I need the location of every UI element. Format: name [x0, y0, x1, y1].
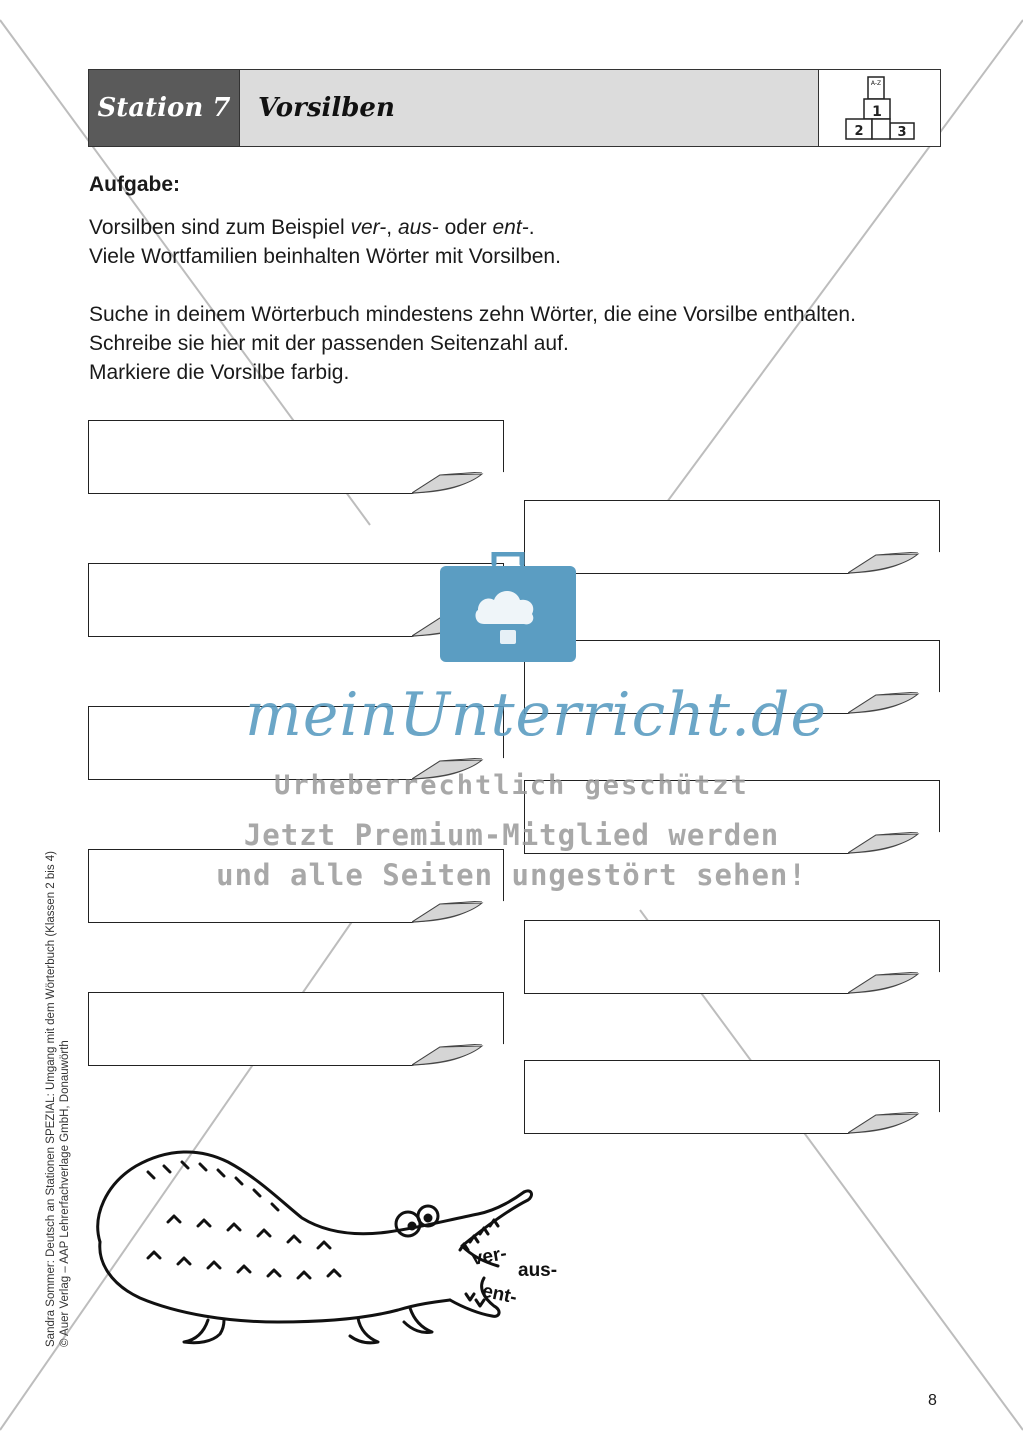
task-heading: Aufgabe:: [89, 173, 180, 196]
answer-box[interactable]: [88, 420, 504, 494]
page-curl-icon: [412, 901, 504, 923]
page-curl-icon: [848, 692, 940, 714]
watermark-copyright: Urheberrechtlich geschützt: [274, 770, 749, 801]
svg-text:1: 1: [871, 104, 882, 120]
page-number: 8: [928, 1392, 937, 1409]
sidebar-line-2: © Auer Verlag – AAP Lehrerfachverlage GmbH, Donauwörth: [59, 1040, 71, 1347]
page-curl-icon: [412, 1044, 504, 1066]
svg-text:3: 3: [896, 125, 907, 140]
page-curl-icon: [848, 972, 940, 994]
crocodile-word-aus: aus-: [518, 1260, 558, 1281]
station-label: Station 7: [89, 70, 240, 146]
podium-icon: [818, 70, 940, 146]
svg-text:2: 2: [853, 124, 864, 139]
page-curl-icon: [848, 552, 940, 574]
watermark-brand: meinUnterricht.de: [245, 680, 827, 750]
copyright-sidebar: [44, 827, 72, 1347]
watermark-premium-sub: und alle Seiten ungestört sehen!: [216, 858, 807, 892]
station-title: Vorsilben: [258, 93, 395, 123]
answer-box[interactable]: [524, 920, 940, 994]
watermark-premium: Jetzt Premium-Mitglied werden: [243, 818, 780, 852]
crocodile-illustration: [88, 1138, 568, 1348]
task-paragraph-1: Vorsilben sind zum Beispiel ver-, aus- oder ent-. Viele Wortfamilien beinhalten Wörter mit Vorsilben.: [89, 216, 561, 268]
sidebar-line-1: Sandra Sommer: Deutsch an Stationen SPEZIAL: Umgang mit dem Wörterbuch (Klassen 2 bis 4): [45, 851, 57, 1347]
crocodile-word-ver: ver-: [470, 1243, 509, 1270]
briefcase-cloud-icon: [438, 552, 578, 664]
crocodile-word-ent: ent-: [480, 1280, 519, 1309]
answer-box[interactable]: [524, 1060, 940, 1134]
task-paragraph-2: Suche in deinem Wörterbuch mindestens zehn Wörter, die eine Vorsilbe enthalten. Schreibe sie hier mit der passenden Seitenzahl auf. Markiere die Vorsilbe farbig.: [89, 303, 856, 384]
svg-text:A-Z: A-Z: [870, 80, 881, 87]
answer-box[interactable]: [524, 500, 940, 574]
station-header: [88, 69, 941, 147]
page-curl-icon: [848, 1112, 940, 1134]
answer-box[interactable]: [88, 992, 504, 1066]
page-curl-icon: [412, 472, 504, 494]
